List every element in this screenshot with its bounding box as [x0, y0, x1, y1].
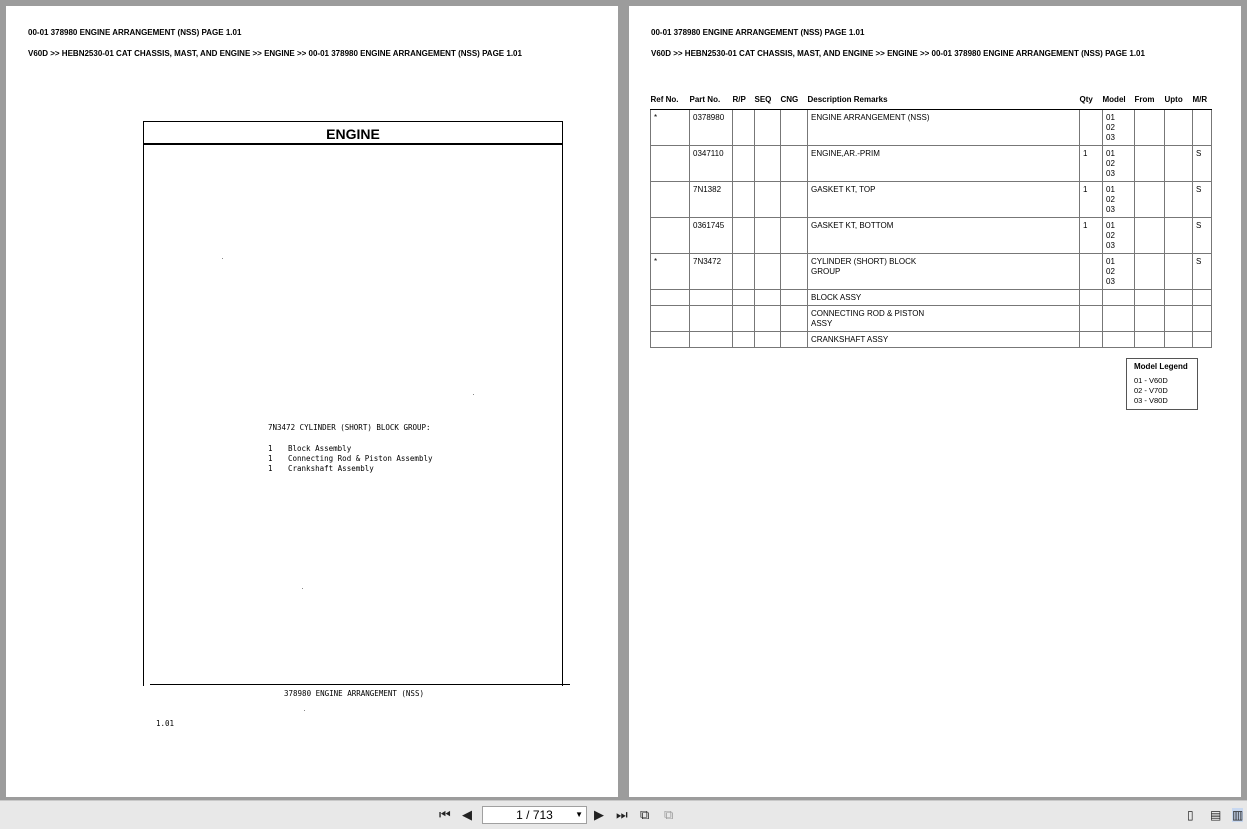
page-breadcrumb: V60D >> HEBN2530-01 CAT CHASSIS, MAST, AND ENGINE >> ENGINE >> 00-01 378980 ENGINE ARRANGEMENT (NSS) PAGE 1.01 — [28, 49, 522, 58]
single-page-icon[interactable]: ▯ — [1187, 808, 1194, 822]
cell-upto — [1165, 306, 1193, 332]
cell-qty: 1 — [1080, 182, 1103, 218]
cell-part-no — [690, 306, 733, 332]
page-header-title: 00-01 378980 ENGINE ARRANGEMENT (NSS) PAGE 1.01 — [28, 28, 242, 37]
cell-model: 01 02 03 — [1103, 146, 1135, 182]
first-page-icon[interactable]: ⏮ — [439, 807, 451, 822]
cell-cng — [781, 290, 808, 306]
col-part-no: Part No. — [690, 94, 733, 110]
cell-upto — [1165, 110, 1193, 146]
parts-table — [650, 94, 1212, 348]
cell-ref-no — [651, 218, 690, 254]
cell-part-no — [690, 290, 733, 306]
continuous-page-icon[interactable]: ▤ — [1210, 808, 1222, 822]
cell-upto — [1165, 254, 1193, 290]
cell-rp — [733, 332, 755, 348]
cell-ref-no: * — [651, 110, 690, 146]
model-legend-title: Model Legend — [1134, 362, 1188, 371]
col-qty: Qty — [1080, 94, 1103, 110]
cell-rp — [733, 146, 755, 182]
cell-ref-no — [651, 332, 690, 348]
page-number-select[interactable] — [482, 806, 587, 824]
cell-seq — [755, 254, 781, 290]
cell-qty: 1 — [1080, 146, 1103, 182]
cell-rp — [733, 254, 755, 290]
cell-ref-no — [651, 290, 690, 306]
cell-model: 01 02 03 — [1103, 182, 1135, 218]
left-page — [6, 6, 618, 797]
cell-from — [1135, 110, 1165, 146]
drawing-page-number: 1.01 — [156, 719, 175, 728]
cell-mr: S — [1193, 218, 1212, 254]
cell-description: ENGINE,AR.-PRIM — [808, 146, 1080, 182]
cell-mr: S — [1193, 182, 1212, 218]
cell-seq — [755, 306, 781, 332]
cell-qty — [1080, 332, 1103, 348]
cell-part-no: 0347110 — [690, 146, 733, 182]
cell-upto — [1165, 218, 1193, 254]
cell-seq — [755, 332, 781, 348]
col-ref-no: Ref No. — [651, 94, 690, 110]
cell-upto — [1165, 332, 1193, 348]
parts-table-header — [651, 94, 1212, 110]
rotate-view-icon[interactable]: ⧉ — [640, 807, 650, 822]
viewer-toolbar — [0, 800, 1247, 829]
cell-from — [1135, 182, 1165, 218]
item-desc: Block Assembly — [288, 444, 352, 453]
cell-ref-no — [651, 306, 690, 332]
page-layout-icon[interactable]: ⧉ — [664, 807, 674, 822]
cell-mr — [1193, 332, 1212, 348]
item-qty: 1 — [268, 464, 273, 473]
right-page — [629, 6, 1241, 797]
cell-seq — [755, 218, 781, 254]
cell-mr: S — [1193, 146, 1212, 182]
cell-from — [1135, 290, 1165, 306]
cell-part-no: 7N3472 — [690, 254, 733, 290]
cell-seq — [755, 146, 781, 182]
model-legend-entry: 03 - V80D — [1134, 396, 1168, 405]
cell-from — [1135, 254, 1165, 290]
col-cng: CNG — [781, 94, 808, 110]
two-page-icon[interactable]: ▥ — [1232, 808, 1244, 822]
cell-description: CONNECTING ROD & PISTON ASSY — [808, 306, 1080, 332]
cell-model — [1103, 290, 1135, 306]
cell-ref-no — [651, 182, 690, 218]
cell-cng — [781, 146, 808, 182]
col-seq: SEQ — [755, 94, 781, 110]
cell-rp — [733, 110, 755, 146]
cell-description: BLOCK ASSY — [808, 290, 1080, 306]
cell-rp — [733, 306, 755, 332]
model-legend-entry: 02 - V70D — [1134, 386, 1168, 395]
table-row — [651, 306, 1212, 332]
cell-cng — [781, 332, 808, 348]
cell-mr — [1193, 110, 1212, 146]
cell-model — [1103, 332, 1135, 348]
cell-cng — [781, 182, 808, 218]
cell-description: GASKET KT, BOTTOM — [808, 218, 1080, 254]
cell-description: GASKET KT, TOP — [808, 182, 1080, 218]
cell-cng — [781, 110, 808, 146]
cell-qty — [1080, 254, 1103, 290]
cell-rp — [733, 290, 755, 306]
cell-seq — [755, 110, 781, 146]
cell-cng — [781, 218, 808, 254]
table-row — [651, 290, 1212, 306]
cell-qty — [1080, 306, 1103, 332]
drawing-frame — [143, 144, 563, 686]
item-desc: Crankshaft Assembly — [288, 464, 374, 473]
item-qty: 1 — [268, 454, 273, 463]
cell-rp — [733, 182, 755, 218]
cell-ref-no — [651, 146, 690, 182]
table-row — [651, 182, 1212, 218]
cell-from — [1135, 146, 1165, 182]
cell-from — [1135, 218, 1165, 254]
col-rp: R/P — [733, 94, 755, 110]
cell-part-no: 0361745 — [690, 218, 733, 254]
cell-qty — [1080, 290, 1103, 306]
cell-qty — [1080, 110, 1103, 146]
model-legend-entry: 01 - V60D — [1134, 376, 1168, 385]
item-qty: 1 — [268, 444, 273, 453]
cell-description: ENGINE ARRANGEMENT (NSS) — [808, 110, 1080, 146]
item-desc: Connecting Rod & Piston Assembly — [288, 454, 433, 463]
cell-model — [1103, 306, 1135, 332]
cell-description: CYLINDER (SHORT) BLOCK GROUP — [808, 254, 1080, 290]
cell-part-no: 0378980 — [690, 110, 733, 146]
page-breadcrumb: V60D >> HEBN2530-01 CAT CHASSIS, MAST, AND ENGINE >> ENGINE >> 00-01 378980 ENGINE ARRANGEMENT (NSS) PAGE 1.01 — [651, 49, 1145, 58]
table-row — [651, 332, 1212, 348]
drawing-frame-bottom — [150, 684, 570, 685]
next-page-icon[interactable]: ▶ — [594, 807, 604, 822]
cell-mr — [1193, 306, 1212, 332]
cell-cng — [781, 254, 808, 290]
cell-seq — [755, 182, 781, 218]
cell-from — [1135, 306, 1165, 332]
col-model: Model — [1103, 94, 1135, 110]
cell-cng — [781, 306, 808, 332]
cell-upto — [1165, 182, 1193, 218]
cell-qty: 1 — [1080, 218, 1103, 254]
cell-from — [1135, 332, 1165, 348]
cell-model: 01 02 03 — [1103, 254, 1135, 290]
model-legend — [1126, 358, 1198, 410]
col-description: Description Remarks — [808, 94, 1080, 110]
cell-description: CRANKSHAFT ASSY — [808, 332, 1080, 348]
drawing-title: ENGINE — [143, 121, 563, 145]
cell-part-no: 7N1382 — [690, 182, 733, 218]
col-from: From — [1135, 94, 1165, 110]
drawing-caption: 378980 ENGINE ARRANGEMENT (NSS) — [284, 689, 424, 698]
cell-model: 01 02 03 — [1103, 218, 1135, 254]
prev-page-icon[interactable]: ◀ — [462, 807, 472, 822]
page-header-title: 00-01 378980 ENGINE ARRANGEMENT (NSS) PAGE 1.01 — [651, 28, 865, 37]
cell-seq — [755, 290, 781, 306]
cell-rp — [733, 218, 755, 254]
cell-ref-no: * — [651, 254, 690, 290]
cell-mr: S — [1193, 254, 1212, 290]
cell-upto — [1165, 290, 1193, 306]
table-row — [651, 218, 1212, 254]
chevron-down-icon: ▼ — [575, 810, 583, 819]
cell-model: 01 02 03 — [1103, 110, 1135, 146]
col-upto: Upto — [1165, 94, 1193, 110]
cell-upto — [1165, 146, 1193, 182]
page-indicator: 1 / 713 — [516, 808, 553, 822]
cell-mr — [1193, 290, 1212, 306]
table-row — [651, 146, 1212, 182]
last-page-icon[interactable]: ⏭ — [616, 807, 628, 822]
col-mr: M/R — [1193, 94, 1212, 110]
table-row — [651, 254, 1212, 290]
group-heading: 7N3472 CYLINDER (SHORT) BLOCK GROUP: — [268, 423, 431, 432]
cell-part-no — [690, 332, 733, 348]
table-row — [651, 110, 1212, 146]
